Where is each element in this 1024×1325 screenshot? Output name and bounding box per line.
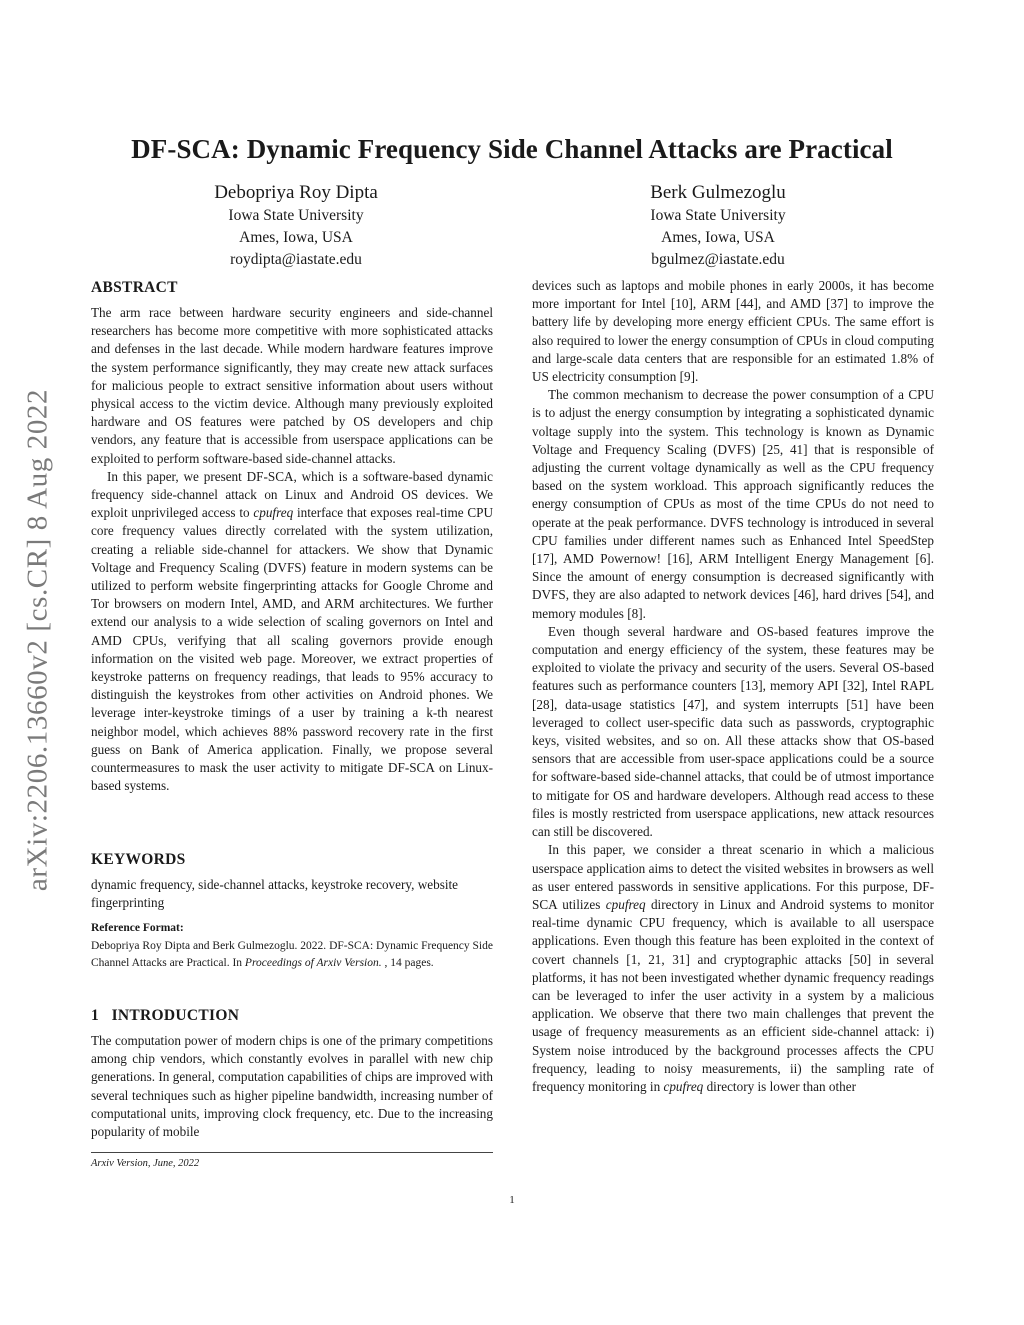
reference-format	[91, 920, 493, 971]
keywords-heading: KEYWORDS	[91, 851, 186, 868]
author-name: Debopriya Roy Dipta	[214, 182, 378, 203]
author-email: roydipta@iastate.edu	[230, 251, 362, 268]
author-affiliation: Iowa State University	[650, 207, 786, 224]
keywords-text: dynamic frequency, side-channel attacks, keystroke recovery, website fingerprinting	[91, 877, 459, 911]
page-number: 1	[509, 1194, 515, 1206]
abstract-paragraph-1: The arm race between hardware security engineers and side-channel researchers has become more competitive with more sophisticated attacks and defenses in the last decade. While modern hardware features improve the system performance significantly, they may create new attack surfaces for malicious people to extract sensitive information about users without physical access to the victim device. Although many previously exploited hardware and OS features were patched by OS developers and chip vendors, any feature that is accessible from userspace applications can be exploited to perform software-based side-channel attacks.	[91, 305, 493, 466]
paper-title: DF-SCA: Dynamic Frequency Side Channel Attacks are Practical	[131, 134, 893, 164]
introduction-paragraph-2: The common mechanism to decrease the power consumption of a CPU is to adjust the energy consumption by integrating a sophisticated dynamic voltage supply into the system. This technology is known as Dynamic Voltage and Frequency Scaling (DVFS) [25, 41] that is responsible of adjusting the current voltage dynamically as well as the CPU frequency based on the system workload. This approach significantly reduces the energy consumption of CPUs as most of the time CPUs do not need to operate at the peak performance. DVFS technology is introduced in several CPU families under different names such as Enhanced Intel SpeedStep [17], AMD Powernow! [16], ARM Intelligent Energy Management [6]. Since the amount of energy consumption is decreased significantly with DVFS, they are also adapted to network devices [46], hard drives [54], and memory modules [8].	[532, 387, 934, 621]
footnote-divider	[91, 1152, 493, 1153]
introduction-paragraph-3: Even though several hardware and OS-based features improve the computation and energy efficiency of the system, these features may be exploited to violate the privacy and security of the users. Several OS-based features such as performance counters [13], memory API [32], Intel RAPL [28], data-usage statistics [47], and system interrupts [51] have been leveraged to collect user-specific data such as passwords, cryptographic keys, visited websites, and so on. All these attacks show that OS-based sensors that are accessible from user-space applications could be a source for software-based side-channel attacks, that could be of utmost importance to mitigate for OS and hardware developers. Although read access to these files is mostly restricted from userspace applications, new attack resources can still be discovered.	[532, 623, 934, 840]
author-location: Ames, Iowa, USA	[239, 229, 353, 246]
author-affiliation: Iowa State University	[228, 207, 364, 224]
venue-footnote: Arxiv Version, June, 2022	[91, 1158, 200, 1169]
introduction-heading: 1 INTRODUCTION	[91, 1007, 240, 1024]
author-email: bgulmez@iastate.edu	[651, 251, 785, 268]
reference-format-text: Debopriya Roy Dipta and Berk Gulmezoglu. 2022. DF-SCA: Dynamic Frequency Side Channel Attacks are Practical. In Proceedings of Arxiv Version. , 14 pages.	[91, 940, 493, 969]
introduction-continued	[532, 277, 934, 1096]
introduction-paragraph-1: The computation power of modern chips is one of the primary competitions among chip vendors, which constantly evolves in parallel with new chip generations. In general, computation capabilities of chips are improved with several techniques such as higher pipeline bandwidth, increasing number of computational units, improving clock frequency, etc. Due to the increasing popularity of mobile	[91, 1033, 493, 1140]
introduction-paragraph-1-continued: devices such as laptops and mobile phones in early 2000s, it has become more important for Intel [10], ARM [44], and AMD [37] to improve the battery life by developing more energy efficient CPUs. The same effort is also required to lower the energy consumption of CPUs in cloud computing and large-scale data centers that are responsible for an estimated 1.8% of US electricity consumption [9].	[532, 278, 934, 385]
abstract-paragraph-2: In this paper, we present DF-SCA, which is a software-based dynamic frequency side-channel attack on Linux and Android OS devices. We exploit unprivileged access to cpufreq interface that exposes real-time CPU core frequency values directly correlated with the system utilization, creating a reliable side-channel for attackers. We show that Dynamic Voltage and Frequency Scaling (DVFS) feature in modern systems can be utilized to perform website fingerprinting attacks for Google Chrome and Tor browsers on modern Intel, AMD, and ARM architectures. We further extend our analysis to a wide selection of scaling governors on Intel and AMD CPUs, verifying that all scaling governors provide enough information on the visited web page. Moreover, we extract properties of keystroke patterns on frequency readings, that leads to 95% accuracy to distinguish the keystrokes from other activities on Android phones. We leverage inter-keystroke timings of a user by training a k-th nearest neighbor model, which achieves 88% password recovery rate in the first guess on Bank of America application. Finally, we propose several countermeasures to mask the user activity to mitigate DF-SCA on Linux-based systems.	[91, 468, 494, 794]
abstract-section	[91, 278, 493, 795]
abstract-heading: ABSTRACT	[91, 279, 178, 296]
keywords-section	[91, 850, 493, 912]
arxiv-identifier: arXiv:2206.13660v2 [cs.CR] 8 Aug 2022	[21, 388, 54, 892]
author-name: Berk Gulmezoglu	[650, 182, 786, 203]
author-block-2	[568, 181, 868, 271]
introduction-section	[91, 1006, 493, 1141]
reference-format-heading: Reference Format:	[91, 922, 184, 934]
introduction-paragraph-4: In this paper, we consider a threat scenario in which a malicious userspace application aims to detect the visited websites in browsers as well as user entered passwords in sensitive applications. For this purpose, DF-SCA utilizes cpufreq directory in Linux and Android systems to monitor real-time dynamic CPU frequency, which is available to all userspace applications. Even though this feature has been exploited in the context of covert channels [1, 21, 31] and cryptographic attacks [50] in several platforms, it has not been investigated whether dynamic frequency readings can be leveraged to infer the user activity in a system by a malicious application. We observe that there two main challenges that prevent the usage of frequency measurements as an efficient side-channel attack: i) System noise introduced by the background processes affects the CPU frequency, leading to noisy measurements, ii) the sampling rate of frequency monitoring in cpufreq directory is lower than other	[532, 842, 935, 1094]
author-block-1	[146, 181, 446, 271]
author-location: Ames, Iowa, USA	[661, 229, 775, 246]
